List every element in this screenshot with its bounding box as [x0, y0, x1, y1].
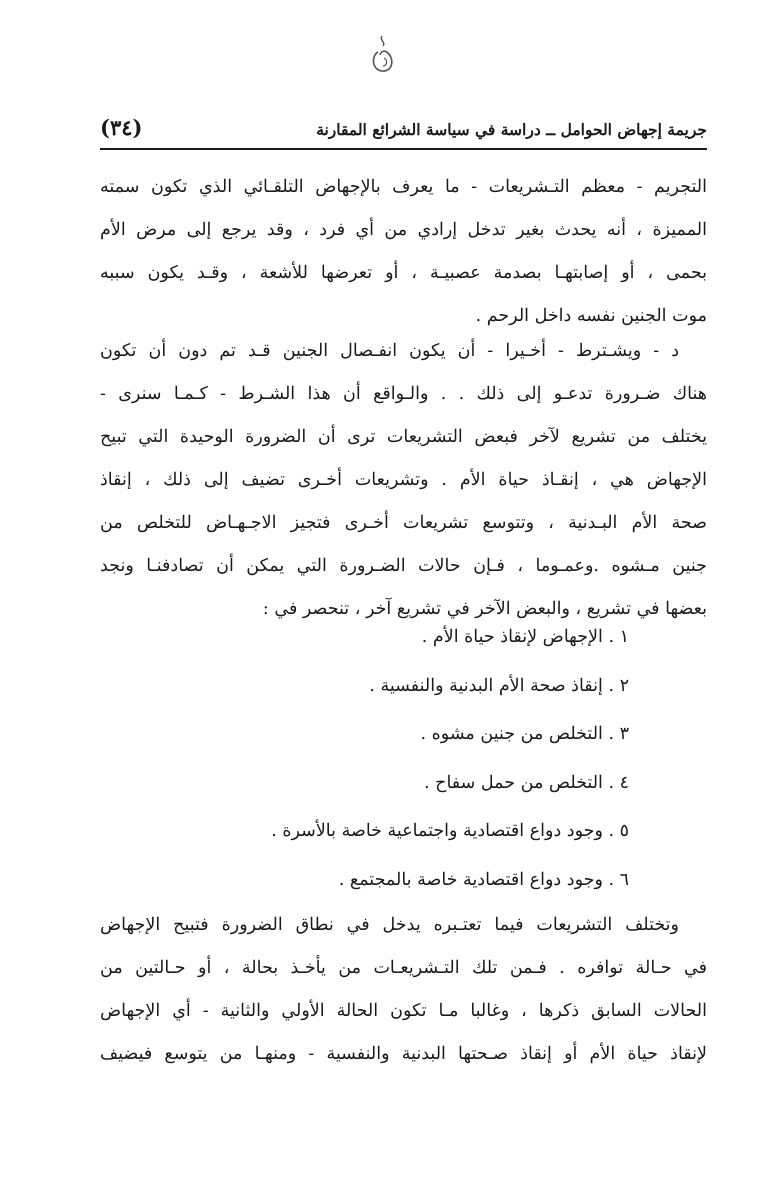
- text-line: الحالات السابق ذكرها ، وغالبا مـا تكون الحالة الأولي والثانية - أي الإجهاض: [100, 1001, 707, 1021]
- text-line: د - ويشـترط - أخـيرا - أن يكون انفـصال الجنين قـد تم دون أن تكون: [100, 341, 679, 361]
- text-line: موت الجنين نفسه داخل الرحم .: [475, 306, 707, 326]
- text-line: في حـالة توافره . فـمن تلك التـشريعـات من يأخـذ بحالة ، أو حـالتين من: [100, 958, 707, 978]
- necessity-cases-list: [100, 613, 629, 904]
- list-item: ١ . الإجهاض لإنقاذ حياة الأم .: [421, 627, 629, 647]
- text-line: صحة الأم البـدنية ، وتتوسع تشريعات أخـرى فتجيز الاجـهـاض للتخلص من: [100, 513, 707, 533]
- text-line: التجريم - معظم التـشريعات - ما يعرف بالإجهاض التلقـائي الذي تكون سمته: [100, 177, 707, 197]
- ornament-mark-icon: [362, 30, 406, 80]
- list-item: ٢ . إنقاذ صحة الأم البدنية والنفسية .: [369, 675, 629, 696]
- header-title: جريمة إجهاض الحوامل ــ دراسة في سياسة الشرائع المقارنة: [316, 120, 707, 139]
- list-item: ٣ . التخلص من جنين مشوه .: [420, 724, 629, 744]
- text-line: لإنقاذ حياة الأم أو إنقاذ صـحتها البدنية والنفسية - ومنهـا من يتوسع فيضيف: [100, 1044, 707, 1064]
- text-line: وتختلف التشريعات فيما تعتـبره يدخل في نطاق الضرورة فتبيح الإجهاض: [100, 915, 679, 935]
- text-line: جنين مـشوه .وعمـوما ، فـإن حالات الضـرورة التي يمكن أن تصادفنـا ونجد: [100, 556, 707, 576]
- list-item: ٥ . وجود دواع اقتصادية واجتماعية خاصة بالأسرة .: [271, 821, 629, 841]
- running-header: [100, 112, 707, 150]
- text-line: الإجهاض هي ، إنقـاذ حياة الأم . وتشريعات أخـرى تضيف إلى ذلك ، إنقاذ: [100, 470, 707, 490]
- list-item: ٤ . التخلص من حمل سفاح .: [424, 772, 629, 793]
- text-line: بحمى ، أو إصابتهـا بصدمة عصبيـة ، أو تعرضها للأشعة ، وقـد يكون سببه: [100, 263, 707, 283]
- paragraph-3: [100, 904, 707, 1076]
- text-line: بعضها في تشريع ، والبعض الآخر في تشريع آخر ، تنحصر في :: [262, 599, 707, 619]
- text-line: يختلف من تشريع لآخر فبعض التشريعات ترى أن الضرورة الوحيدة التي تبيح: [100, 427, 707, 447]
- paragraph-1: [100, 166, 707, 338]
- paragraph-2: [100, 330, 707, 631]
- text-line: المميزة ، أنه يحدث بغير تدخل إرادي من أي فرد ، وقد يرجع إلى مرض الأم: [100, 220, 707, 240]
- text-line: هناك ضـرورة تدعـو إلى ذلك . . والـواقع أن هذا الشـرط - كـمـا سنرى -: [100, 384, 707, 404]
- page-number: (٣٤): [100, 115, 143, 140]
- list-item: ٦ . وجود دواع اقتصادية خاصة بالمجتمع .: [338, 869, 629, 890]
